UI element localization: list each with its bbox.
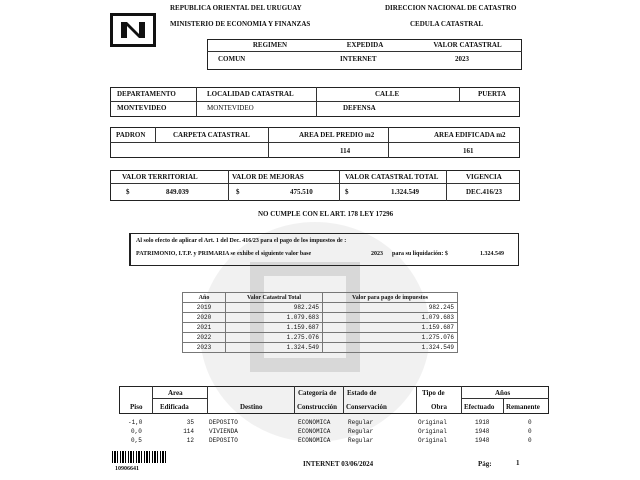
header-cedula: CEDULA CATASTRAL: [410, 20, 484, 28]
anos-top-header: Años: [495, 389, 511, 397]
destino-cell: VIVIENDA: [209, 428, 238, 435]
area-edificada-value: 161: [463, 147, 474, 155]
localidad-label: LOCALIDAD CATASTRAL: [207, 90, 294, 98]
obra-cell: Original: [418, 419, 447, 426]
area-predio-label: AREA DEL PREDIO m2: [299, 131, 375, 139]
conservacion-cell: Regular: [348, 419, 374, 426]
edificada-cell: 114: [183, 428, 194, 435]
table-row: [183, 303, 458, 313]
edificada-cell: 35: [186, 419, 194, 426]
calle-label: CALLE: [375, 90, 400, 98]
construccion-cell: ECONOMICA: [298, 419, 331, 426]
table-header-row: [183, 293, 458, 303]
carpeta-label: CARPETA CATASTRAL: [173, 131, 250, 139]
valor-catastral-label: VALOR CATASTRAL: [433, 41, 502, 49]
obra-cell: Original: [418, 428, 447, 435]
departamento-value: MONTEVIDEO: [117, 104, 167, 112]
valor-catastral-year: 2023: [455, 55, 469, 63]
conservacion-cell: Regular: [348, 428, 374, 435]
year-cell: 2022: [183, 333, 226, 343]
header-direccion: DIRECCION NACIONAL DE CATASTRO: [385, 4, 517, 12]
expedida-label: EXPEDIDA: [346, 41, 384, 49]
valor-impuestos-cell: 1.079.683: [323, 313, 458, 323]
construccion-cell: ECONOMICA: [298, 428, 331, 435]
area-edificada-label: AREA EDIFICADA m2: [434, 131, 506, 139]
conservacion-cell: Regular: [348, 437, 374, 444]
construccion-header: Construcción: [297, 403, 338, 411]
header-ministry: MINISTERIO DE ECONOMIA Y FINANZAS: [170, 20, 311, 28]
destino-cell: DEPOSITO: [209, 419, 238, 426]
puerta-label: PUERTA: [478, 90, 507, 98]
piso-header: Piso: [130, 403, 143, 411]
issued-stamp: INTERNET 03/06/2024: [303, 460, 374, 468]
valor-territorial-label: VALOR TERRITORIAL: [122, 173, 198, 181]
valor-mejoras-label: VALOR DE MEJORAS: [232, 173, 304, 181]
vigencia-label: VIGENCIA: [466, 173, 502, 181]
year-cell: 2021: [183, 323, 226, 333]
valor-mejoras-value: 475.510: [290, 188, 313, 196]
page-number: 1: [516, 459, 520, 467]
liquidacion-line2: PATRIMONIO, I.T.P. y PRIMARIA se exhibe el siguiente valor base: [136, 251, 312, 257]
col-valor-impuestos-header: Valor para pago de impuestos: [323, 293, 458, 303]
catastro-logo: [110, 13, 156, 47]
area-predio-value: 114: [340, 147, 351, 155]
liquidacion-amount: 1.324.549: [480, 251, 504, 257]
valor-impuestos-cell: 1.324.549: [323, 343, 458, 353]
currency-sign: $: [126, 188, 130, 196]
remanente-header: Remanente: [506, 403, 540, 411]
year-cell: 2019: [183, 303, 226, 313]
year-cell: 2020: [183, 313, 226, 323]
liquidacion-line1: Al solo efecto de aplicar el Art. 1 del Dec. 416/23 para el pago de los impuestos de :: [136, 238, 347, 244]
regimen-value: COMUN: [218, 55, 246, 63]
valor-impuestos-cell: 982.245: [323, 303, 458, 313]
obra-cell: Original: [418, 437, 447, 444]
valor-total-cell: 1.324.549: [226, 343, 323, 353]
valor-total-cell: 1.079.683: [226, 313, 323, 323]
tipo-top-header: Tipo de: [422, 389, 445, 397]
piso-cell: 0,5: [131, 437, 142, 444]
notice-text: NO CUMPLE CON EL ART. 178 LEY 17296: [258, 210, 394, 218]
currency-sign: $: [236, 188, 240, 196]
remanente-cell: 0: [528, 428, 532, 435]
table-row: [183, 343, 458, 353]
table-row: [183, 313, 458, 323]
year-cell: 2023: [183, 343, 226, 353]
padron-label: PADRON: [116, 131, 146, 139]
col-year-header: Año: [183, 293, 226, 303]
edificada-header: Edificada: [160, 403, 189, 411]
departamento-label: DEPARTAMENTO: [117, 90, 176, 98]
currency-sign: $: [345, 188, 349, 196]
efectuado-cell: 1948: [475, 428, 490, 435]
liquidacion-year: 2023: [371, 251, 383, 257]
vigencia-value: DEC.416/23: [466, 188, 502, 196]
col-valor-total-header: Valor Catastral Total: [226, 293, 323, 303]
destino-cell: DEPOSITO: [209, 437, 238, 444]
valor-impuestos-cell: 1.275.076: [323, 333, 458, 343]
liquidacion-line2-end: para su liquidación: $: [392, 251, 448, 257]
history-table: [182, 292, 458, 353]
table-row: [183, 323, 458, 333]
efectuado-cell: 1918: [475, 419, 490, 426]
valor-total-cell: 982.245: [226, 303, 323, 313]
valor-total-cell: 1.159.687: [226, 323, 323, 333]
valor-catastral-total-value: 1.324.549: [391, 188, 419, 196]
header-republic: REPUBLICA ORIENTAL DEL URUGUAY: [170, 4, 302, 12]
efectuado-cell: 1948: [475, 437, 490, 444]
edificada-cell: 12: [186, 437, 194, 444]
valor-catastral-total-label: VALOR CATASTRAL TOTAL: [345, 173, 439, 181]
remanente-cell: 0: [528, 419, 532, 426]
categoria-top-header: Categoría de: [298, 389, 337, 397]
expedida-value: INTERNET: [340, 55, 377, 63]
construccion-cell: ECONOMICA: [298, 437, 331, 444]
destino-header: Destino: [240, 403, 263, 411]
area-top-header: Area: [168, 389, 183, 397]
piso-cell: 0,0: [131, 428, 142, 435]
valor-impuestos-cell: 1.159.687: [323, 323, 458, 333]
conservacion-header: Conservación: [346, 403, 387, 411]
obra-header: Obra: [431, 403, 447, 411]
piso-cell: -1,0: [128, 419, 143, 426]
valor-territorial-value: 849.039: [166, 188, 189, 196]
page-label: Pág:: [478, 460, 492, 468]
remanente-cell: 0: [528, 437, 532, 444]
barcode-number: 10906641: [115, 466, 139, 472]
regimen-label: REGIMEN: [252, 41, 288, 49]
calle-value: DEFENSA: [343, 104, 376, 112]
barcode: [112, 451, 168, 463]
valor-total-cell: 1.275.076: [226, 333, 323, 343]
table-row: [183, 333, 458, 343]
estado-top-header: Estado de: [347, 389, 377, 397]
localidad-value: MONTEVIDEO: [207, 104, 254, 112]
efectuado-header: Efectuado: [464, 403, 495, 411]
